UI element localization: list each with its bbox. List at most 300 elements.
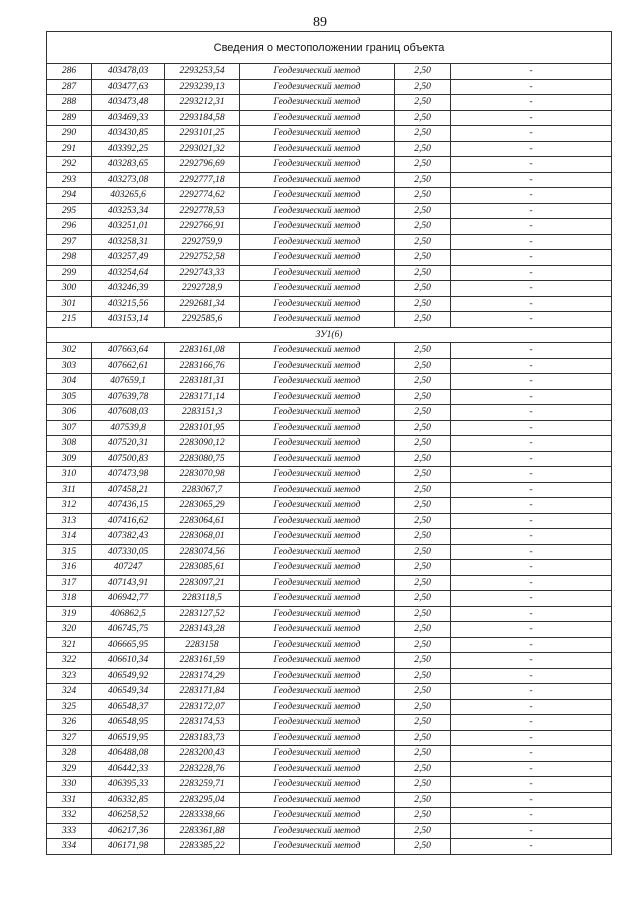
coordinate-y: 2283151,3 [165,405,240,421]
method-cell: Геодезический метод [240,482,395,498]
method-cell: Геодезический метод [240,560,395,576]
coordinate-x: 403153,14 [92,312,165,328]
method-cell: Геодезический метод [240,219,395,235]
method-cell: Геодезический метод [240,637,395,653]
coordinate-x: 403254,64 [92,265,165,281]
description-cell: - [451,451,612,467]
method-cell: Геодезический метод [240,498,395,514]
section-label: ЗУ1(6) [47,327,612,343]
coordinate-y: 2292796,69 [165,157,240,173]
coordinate-x: 406548,95 [92,715,165,731]
table-row [47,808,612,824]
method-cell: Геодезический метод [240,188,395,204]
description-cell: - [451,808,612,824]
coordinate-y: 2283090,12 [165,436,240,452]
description-cell: - [451,436,612,452]
method-cell: Геодезический метод [240,808,395,824]
coordinate-x: 407539,8 [92,420,165,436]
coordinate-x: 406442,33 [92,761,165,777]
method-cell: Геодезический метод [240,95,395,111]
coordinate-y: 2283171,14 [165,389,240,405]
table-row [47,513,612,529]
accuracy-cell: 2,50 [395,389,451,405]
coordinate-x: 406258,52 [92,808,165,824]
description-cell: - [451,126,612,142]
coordinate-x: 406549,92 [92,668,165,684]
point-number: 329 [47,761,92,777]
table-row [47,792,612,808]
table-row [47,575,612,591]
method-cell: Геодезический метод [240,606,395,622]
table-row [47,234,612,250]
table-row [47,110,612,126]
table-row [47,343,612,359]
coordinate-y: 2283338,66 [165,808,240,824]
coordinate-x: 406488,08 [92,746,165,762]
coordinate-x: 406745,75 [92,622,165,638]
coordinate-y: 2293184,58 [165,110,240,126]
accuracy-cell: 2,50 [395,405,451,421]
description-cell: - [451,746,612,762]
coordinate-y: 2283200,43 [165,746,240,762]
page-number: 89 [313,15,327,30]
table-row [47,715,612,731]
description-cell: - [451,637,612,653]
point-number: 323 [47,668,92,684]
accuracy-cell: 2,50 [395,234,451,250]
method-cell: Геодезический метод [240,64,395,80]
coordinate-y: 2283181,31 [165,374,240,390]
accuracy-cell: 2,50 [395,64,451,80]
accuracy-cell: 2,50 [395,467,451,483]
table-row [47,529,612,545]
method-cell: Геодезический метод [240,296,395,312]
table-row [47,436,612,452]
point-number: 297 [47,234,92,250]
coordinate-y: 2292766,91 [165,219,240,235]
table-row [47,560,612,576]
description-cell: - [451,761,612,777]
description-cell: - [451,591,612,607]
accuracy-cell: 2,50 [395,420,451,436]
point-number: 286 [47,64,92,80]
method-cell: Геодезический метод [240,250,395,266]
point-number: 305 [47,389,92,405]
accuracy-cell: 2,50 [395,792,451,808]
coordinate-y: 2292778,53 [165,203,240,219]
point-number: 294 [47,188,92,204]
point-number: 300 [47,281,92,297]
point-number: 291 [47,141,92,157]
coordinate-y: 2292777,18 [165,172,240,188]
coordinate-x: 403478,03 [92,64,165,80]
coordinate-y: 2283065,29 [165,498,240,514]
point-number: 314 [47,529,92,545]
accuracy-cell: 2,50 [395,203,451,219]
table-row [47,684,612,700]
accuracy-cell: 2,50 [395,95,451,111]
description-cell: - [451,110,612,126]
table-row [47,296,612,312]
table-row [47,374,612,390]
table-row [47,141,612,157]
coordinate-y: 2283161,59 [165,653,240,669]
method-cell: Геодезический метод [240,529,395,545]
method-cell: Геодезический метод [240,761,395,777]
accuracy-cell: 2,50 [395,777,451,793]
accuracy-cell: 2,50 [395,436,451,452]
coordinate-x: 403257,49 [92,250,165,266]
method-cell: Геодезический метод [240,730,395,746]
point-number: 317 [47,575,92,591]
coordinate-y: 2293253,54 [165,64,240,80]
point-number: 299 [47,265,92,281]
method-cell: Геодезический метод [240,343,395,359]
coordinate-y: 2292681,34 [165,296,240,312]
coordinate-y: 2292774,62 [165,188,240,204]
description-cell: - [451,653,612,669]
boundary-coordinates-table [46,31,612,855]
description-cell: - [451,482,612,498]
point-number: 313 [47,513,92,529]
accuracy-cell: 2,50 [395,575,451,591]
coordinate-x: 407520,31 [92,436,165,452]
description-cell: - [451,188,612,204]
coordinate-x: 403473,48 [92,95,165,111]
coordinate-y: 2283074,56 [165,544,240,560]
accuracy-cell: 2,50 [395,715,451,731]
accuracy-cell: 2,50 [395,513,451,529]
method-cell: Геодезический метод [240,544,395,560]
accuracy-cell: 2,50 [395,451,451,467]
coordinate-x: 406332,85 [92,792,165,808]
point-number: 301 [47,296,92,312]
point-number: 304 [47,374,92,390]
coordinate-y: 2292752,58 [165,250,240,266]
point-number: 327 [47,730,92,746]
coordinate-x: 406519,95 [92,730,165,746]
description-cell: - [451,513,612,529]
accuracy-cell: 2,50 [395,188,451,204]
table-row [47,157,612,173]
point-number: 322 [47,653,92,669]
table-row [47,699,612,715]
coordinate-x: 407382,43 [92,529,165,545]
description-cell: - [451,420,612,436]
description-cell: - [451,544,612,560]
table-row [47,312,612,328]
method-cell: Геодезический метод [240,79,395,95]
coordinate-x: 407247 [92,560,165,576]
accuracy-cell: 2,50 [395,281,451,297]
table-row [47,281,612,297]
description-cell: - [451,668,612,684]
coordinate-y: 2283259,71 [165,777,240,793]
point-number: 302 [47,343,92,359]
table-row [47,746,612,762]
coordinate-y: 2283385,22 [165,839,240,855]
method-cell: Геодезический метод [240,141,395,157]
description-cell: - [451,839,612,855]
accuracy-cell: 2,50 [395,482,451,498]
table-row [47,79,612,95]
accuracy-cell: 2,50 [395,622,451,638]
accuracy-cell: 2,50 [395,219,451,235]
table-title: Сведения о местоположении границ объекта [47,32,612,64]
point-number: 332 [47,808,92,824]
coordinate-y: 2283295,04 [165,792,240,808]
coordinate-y: 2283067,7 [165,482,240,498]
point-number: 319 [47,606,92,622]
coordinate-y: 2283143,28 [165,622,240,638]
point-number: 309 [47,451,92,467]
method-cell: Геодезический метод [240,715,395,731]
coordinate-y: 2283183,73 [165,730,240,746]
point-number: 292 [47,157,92,173]
method-cell: Геодезический метод [240,823,395,839]
description-cell: - [451,529,612,545]
point-number: 311 [47,482,92,498]
table-row [47,219,612,235]
description-cell: - [451,157,612,173]
coordinate-x: 407436,15 [92,498,165,514]
method-cell: Геодезический метод [240,839,395,855]
method-cell: Геодезический метод [240,699,395,715]
accuracy-cell: 2,50 [395,653,451,669]
method-cell: Геодезический метод [240,684,395,700]
coordinate-x: 403258,31 [92,234,165,250]
point-number: 318 [47,591,92,607]
description-cell: - [451,699,612,715]
table-row [47,668,612,684]
coordinate-y: 2292759,9 [165,234,240,250]
coordinate-x: 406548,37 [92,699,165,715]
point-number: 215 [47,312,92,328]
accuracy-cell: 2,50 [395,761,451,777]
point-number: 321 [47,637,92,653]
table-row [47,95,612,111]
coordinate-x: 407330,05 [92,544,165,560]
table-row [47,591,612,607]
point-number: 326 [47,715,92,731]
method-cell: Геодезический метод [240,513,395,529]
method-cell: Геодезический метод [240,203,395,219]
description-cell: - [451,467,612,483]
table-row [47,823,612,839]
method-cell: Геодезический метод [240,234,395,250]
coordinate-x: 406549,34 [92,684,165,700]
description-cell: - [451,575,612,591]
description-cell: - [451,389,612,405]
accuracy-cell: 2,50 [395,730,451,746]
description-cell: - [451,498,612,514]
table-row [47,203,612,219]
description-cell: - [451,141,612,157]
table-row [47,839,612,855]
method-cell: Геодезический метод [240,374,395,390]
table-row [47,358,612,374]
description-cell: - [451,777,612,793]
description-cell: - [451,219,612,235]
coordinate-y: 2283172,07 [165,699,240,715]
method-cell: Геодезический метод [240,126,395,142]
accuracy-cell: 2,50 [395,157,451,173]
coordinate-x: 406610,34 [92,653,165,669]
method-cell: Геодезический метод [240,157,395,173]
description-cell: - [451,95,612,111]
accuracy-cell: 2,50 [395,544,451,560]
method-cell: Геодезический метод [240,575,395,591]
coordinate-y: 2283161,08 [165,343,240,359]
coordinate-x: 407458,21 [92,482,165,498]
method-cell: Геодезический метод [240,668,395,684]
coordinate-y: 2292743,33 [165,265,240,281]
accuracy-cell: 2,50 [395,312,451,328]
coordinate-y: 2283097,21 [165,575,240,591]
coordinate-y: 2283171,84 [165,684,240,700]
coordinate-x: 403430,85 [92,126,165,142]
coordinate-y: 2283085,61 [165,560,240,576]
description-cell: - [451,730,612,746]
coordinate-x: 403392,25 [92,141,165,157]
table-row [47,544,612,560]
method-cell: Геодезический метод [240,451,395,467]
coordinate-y: 2283070,98 [165,467,240,483]
point-number: 312 [47,498,92,514]
point-number: 325 [47,699,92,715]
table-row [47,126,612,142]
coordinate-y: 2293021,32 [165,141,240,157]
table-row [47,637,612,653]
coordinate-y: 2283228,76 [165,761,240,777]
accuracy-cell: 2,50 [395,250,451,266]
description-cell: - [451,374,612,390]
accuracy-cell: 2,50 [395,529,451,545]
table-row [47,467,612,483]
table-row [47,265,612,281]
accuracy-cell: 2,50 [395,79,451,95]
accuracy-cell: 2,50 [395,296,451,312]
coordinate-y: 2283158 [165,637,240,653]
description-cell: - [451,296,612,312]
coordinate-x: 403477,63 [92,79,165,95]
point-number: 289 [47,110,92,126]
accuracy-cell: 2,50 [395,808,451,824]
coordinate-y: 2293239,13 [165,79,240,95]
point-number: 320 [47,622,92,638]
point-number: 296 [47,219,92,235]
accuracy-cell: 2,50 [395,637,451,653]
method-cell: Геодезический метод [240,405,395,421]
coordinate-x: 403253,34 [92,203,165,219]
method-cell: Геодезический метод [240,622,395,638]
coordinate-y: 2283064,61 [165,513,240,529]
table-row [47,777,612,793]
coordinate-x: 407663,64 [92,343,165,359]
description-cell: - [451,823,612,839]
description-cell: - [451,79,612,95]
description-cell: - [451,560,612,576]
coordinate-y: 2293212,31 [165,95,240,111]
table-row [47,730,612,746]
accuracy-cell: 2,50 [395,591,451,607]
accuracy-cell: 2,50 [395,498,451,514]
point-number: 287 [47,79,92,95]
table-row [47,451,612,467]
coordinate-y: 2283174,29 [165,668,240,684]
accuracy-cell: 2,50 [395,110,451,126]
accuracy-cell: 2,50 [395,358,451,374]
coordinate-y: 2283118,5 [165,591,240,607]
section-row [47,327,612,343]
description-cell: - [451,715,612,731]
table-row [47,172,612,188]
table-row [47,482,612,498]
coordinate-x: 407608,03 [92,405,165,421]
coordinate-y: 2293101,25 [165,126,240,142]
method-cell: Геодезический метод [240,746,395,762]
description-cell: - [451,792,612,808]
table-row [47,761,612,777]
method-cell: Геодезический метод [240,653,395,669]
coordinate-x: 407662,61 [92,358,165,374]
method-cell: Геодезический метод [240,110,395,126]
method-cell: Геодезический метод [240,792,395,808]
table-row [47,498,612,514]
method-cell: Геодезический метод [240,265,395,281]
method-cell: Геодезический метод [240,467,395,483]
method-cell: Геодезический метод [240,281,395,297]
table-row [47,64,612,80]
coordinate-y: 2283127,52 [165,606,240,622]
method-cell: Геодезический метод [240,591,395,607]
accuracy-cell: 2,50 [395,699,451,715]
coordinate-y: 2283068,01 [165,529,240,545]
point-number: 334 [47,839,92,855]
point-number: 295 [47,203,92,219]
description-cell: - [451,343,612,359]
coordinate-x: 403215,56 [92,296,165,312]
coordinate-x: 403283,65 [92,157,165,173]
coordinate-x: 403469,33 [92,110,165,126]
point-number: 303 [47,358,92,374]
accuracy-cell: 2,50 [395,746,451,762]
point-number: 288 [47,95,92,111]
table-row [47,622,612,638]
coordinate-x: 403265,6 [92,188,165,204]
point-number: 330 [47,777,92,793]
accuracy-cell: 2,50 [395,141,451,157]
coordinate-x: 406862,5 [92,606,165,622]
description-cell: - [451,358,612,374]
description-cell: - [451,265,612,281]
point-number: 307 [47,420,92,436]
coordinate-y: 2283361,88 [165,823,240,839]
coordinate-x: 407659,1 [92,374,165,390]
description-cell: - [451,203,612,219]
point-number: 306 [47,405,92,421]
description-cell: - [451,684,612,700]
point-number: 333 [47,823,92,839]
accuracy-cell: 2,50 [395,823,451,839]
point-number: 315 [47,544,92,560]
coordinate-y: 2283080,75 [165,451,240,467]
table-row [47,405,612,421]
coordinate-y: 2283166,76 [165,358,240,374]
method-cell: Геодезический метод [240,172,395,188]
point-number: 328 [47,746,92,762]
coordinate-x: 407143,91 [92,575,165,591]
